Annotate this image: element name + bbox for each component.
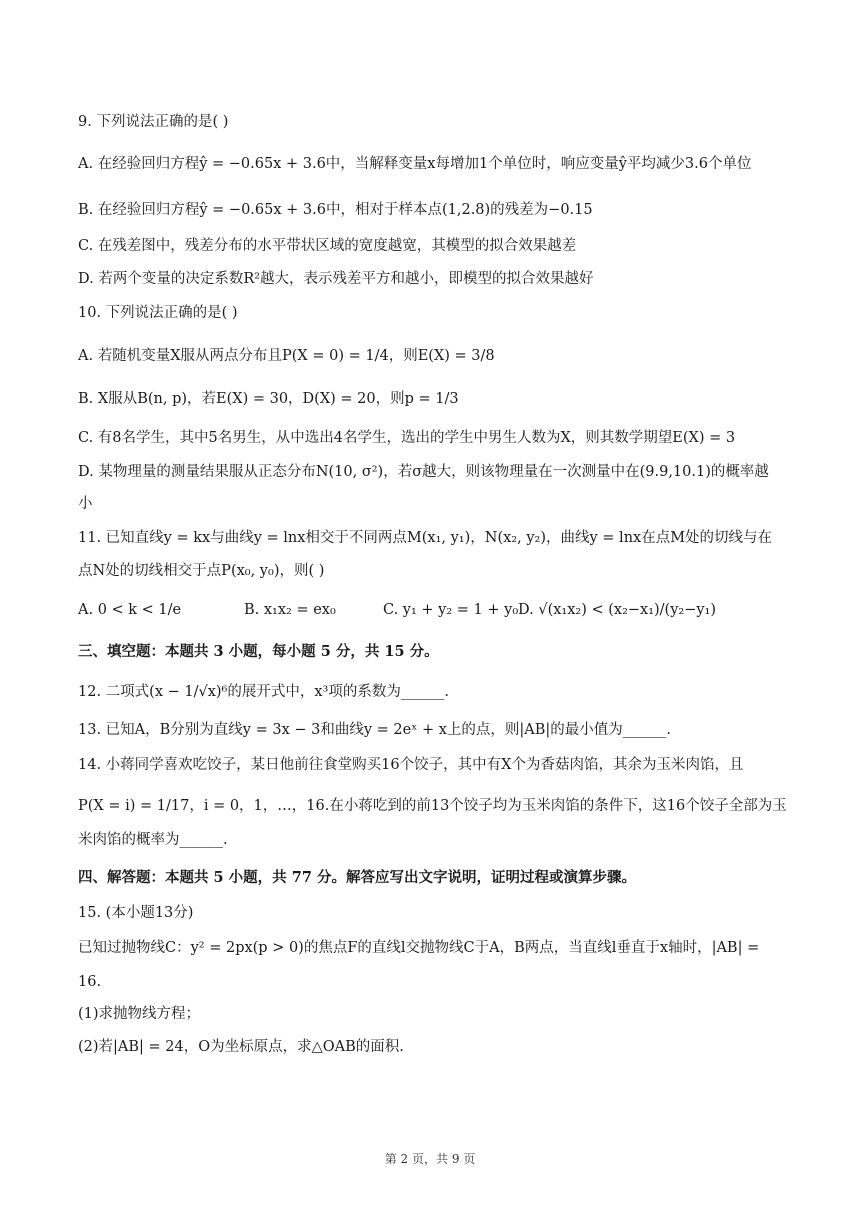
q14-line1: 14. 小蒋同学喜欢吃饺子，某日他前往食堂购买16个饺子，其中有X个为香菇肉馅，其余为玉米肉馅，且: [78, 757, 744, 773]
q10-option-c: C. 有8名学生，其中5名男生，从中选出4名学生，选出的学生中男生人数为X，则其数学期望E(X) = 3: [78, 430, 736, 446]
q11-stem-line2: 点N处的切线相交于点P(x₀, y₀)，则( ): [78, 563, 325, 579]
q15-part2: (2)若|AB| = 24，O为坐标原点，求△OAB的面积.: [78, 1039, 404, 1055]
q11-option-a: A. 0 < k < 1/e: [78, 602, 182, 618]
q10-option-d-line1: D. 某物理量的测量结果服从正态分布N(10, σ²)，若σ越大，则该物理量在一次测量中在(9.9,10.1)的概率越: [78, 464, 769, 480]
section-3-heading: 三、填空题：本题共 3 小题，每小题 5 分，共 15 分。: [78, 643, 439, 660]
q10-option-d-line2: 小: [78, 496, 93, 512]
q15-line2: 16.: [78, 974, 102, 990]
q11-option-d: D. √(x₁x₂) < (x₂−x₁)/(y₂−y₁): [518, 602, 717, 618]
q11-stem-line1: 11. 已知直线y = kx与曲线y = lnx相交于不同两点M(x₁, y₁)，N(x₂, y₂)，曲线y = lnx在点M处的切线与在: [78, 530, 773, 546]
q9-option-c: C. 在残差图中，残差分布的水平带状区域的宽度越宽，其模型的拟合效果越差: [78, 238, 577, 254]
q11-option-c: C. y₁ + y₂ = 1 + y₀: [383, 602, 519, 618]
q12: 12. 二项式(x − 1/√x)⁶的展开式中，x³项的系数为______.: [78, 684, 449, 700]
q15-part1: (1)求抛物线方程；: [78, 1006, 201, 1022]
q10-option-a: A. 若随机变量X服从两点分布且P(X = 0) = 1/4，则E(X) = 3/8: [78, 348, 495, 364]
q9-option-a: A. 在经验回归方程ŷ = −0.65x + 3.6中，当解释变量x每增加1个单位时，响应变量ŷ平均减少3.6个单位: [78, 156, 752, 172]
page-footer: 第 2 页，共 9 页: [384, 1152, 476, 1166]
q14-line3: 米肉馅的概率为______.: [78, 832, 228, 848]
q15-line1: 已知过抛物线C：y² = 2px(p > 0)的焦点F的直线l交抛物线C于A，B两点，当直线l垂直于x轴时，|AB| =: [78, 940, 760, 956]
q9-option-d: D. 若两个变量的决定系数R²越大，表示残差平方和越小，即模型的拟合效果越好: [78, 271, 594, 287]
q9-stem: 9. 下列说法正确的是( ): [78, 114, 229, 130]
q10-stem: 10. 下列说法正确的是( ): [78, 305, 238, 321]
q9-option-b: B. 在经验回归方程ŷ = −0.65x + 3.6中，相对于样本点(1,2.8)的残差为−0.15: [78, 202, 593, 218]
q11-option-b: B. x₁x₂ = ex₀: [244, 602, 336, 618]
q14-line2: P(X = i) = 1/17，i = 0，1，…，16.在小蒋吃到的前13个饺子均为玉米肉馅的条件下，这16个饺子全部为玉: [78, 798, 787, 814]
q13: 13. 已知A，B分别为直线y = 3x − 3和曲线y = 2eˣ + x上的点，则|AB|的最小值为______.: [78, 722, 671, 738]
q10-option-b: B. X服从B(n, p)，若E(X) = 30，D(X) = 20，则p = 1/3: [78, 391, 459, 407]
section-4-heading: 四、解答题：本题共 5 小题，共 77 分。解答应写出文字说明，证明过程或演算步骤。: [78, 869, 636, 886]
q15-header: 15. (本小题13分): [78, 905, 194, 921]
